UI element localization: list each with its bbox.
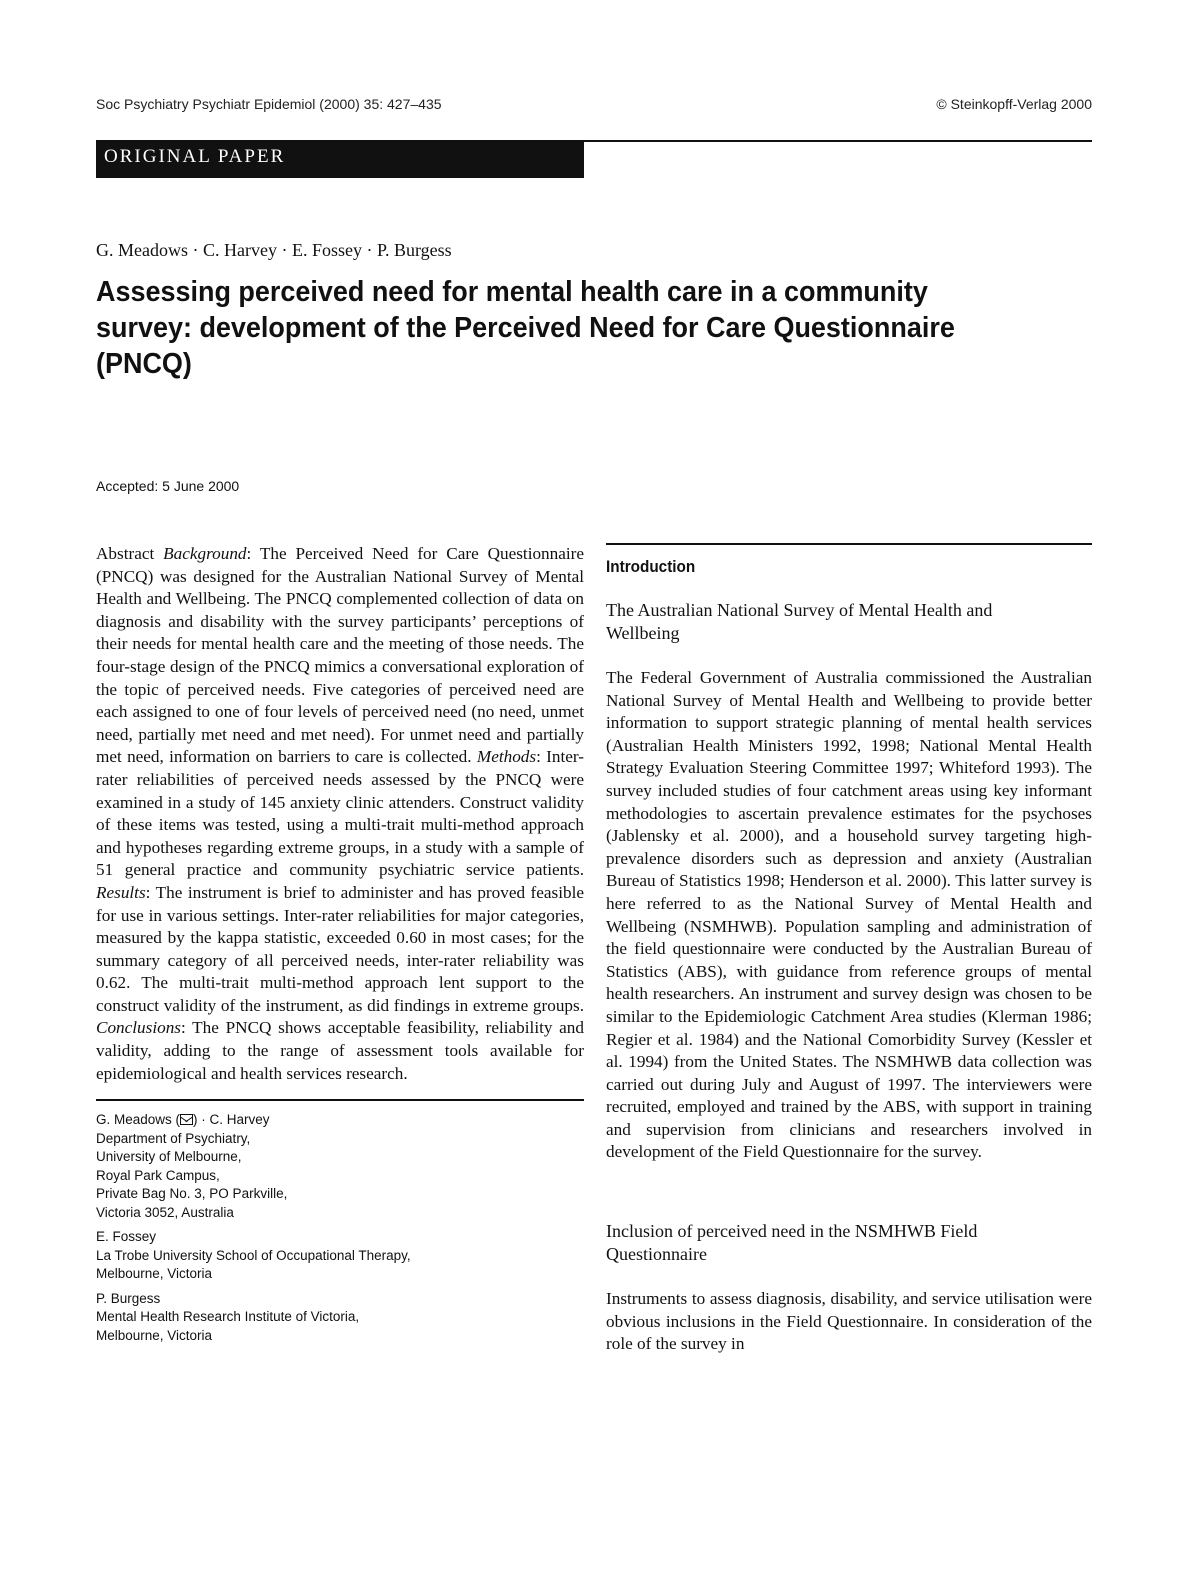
abstract [96, 543, 584, 1085]
affiliation-line: La Trobe University School of Occupational Therapy, [96, 1247, 411, 1263]
left-column [96, 543, 584, 1351]
subsection-heading-2: Inclusion of perceived need in the NSMHWB Field Questionnaire [606, 1221, 978, 1265]
affiliation-line: Private Bag No. 3, PO Parkville, [96, 1186, 288, 1202]
author-list: G. Meadows · C. Harvey · E. Fossey · P. Burgess [96, 240, 452, 260]
copyright-notice: © Steinkopff-Verlag 2000 [936, 96, 1092, 112]
affiliation-line: University of Melbourne, [96, 1149, 242, 1165]
affiliation-line: Royal Park Campus, [96, 1167, 220, 1183]
abstract-label: Abstract [96, 544, 155, 563]
affiliation-divider [96, 1099, 584, 1101]
background-text: : The Perceived Need for Care Questionnaire (PNCQ) was designed for the Australian National Survey of Mental Health and Wellbeing. The PNCQ complemented collection of data on diagnosis and disability with the survey participants’ perceptions of their needs for mental health care and the meeting of those needs. The four-stage design of the PNCQ mimics a conversational exploration of the topic of perceived needs. Five categories of perceived need are each assigned to one of four levels of perceived need (no need, unmet need, partially met need and met need). For unmet need and partially met need, information on barriers to care is collected. [96, 544, 585, 767]
journal-citation: Soc Psychiatry Psychiatr Epidemiol (2000) 35: 427–435 [96, 96, 442, 112]
introduction-heading: Introduction [606, 557, 696, 576]
corresponding-prefix: G. Meadows ( [96, 1112, 181, 1128]
paper-type-label: ORIGINAL PAPER [104, 146, 286, 167]
introduction-paragraph-1: The Federal Government of Australia commissioned the Australian National Survey of Mental Health and Wellbeing to provide better information to support strategic planning of mental health services (Australian Health Ministers 1992, 1998; National Mental Health Strategy Evaluation Steering Committee 1997; Whiteford 1993). The survey included studies of four catchment areas using key informant methodologies to ascertain prevalence estimates for the psychoses (Jablensky et al. 2000), and a household survey targeting high-prevalence disorders such as depression and anxiety (Australian Bureau of Statistics 1998; Henderson et al. 2000). This latter survey is here referred to as the National Survey of Mental Health and Wellbeing (NSMHWB). Population sampling and administration of the field questionnaire were conducted by the Australian Bureau of Statistics (ABS), with guidance from reference groups of mental health researchers. An instrument and survey design was chosen to be similar to the Epidemiologic Catchment Area studies (Klerman 1986; Regier et al. 1984) and the National Comorbidity Survey (Kessler et al. 1994) from the United States. The NSMHWB data collection was carried out during July and August of 1997. The interviewers were recruited, employed and trained by the ABS, with support in training and supervision from clinicians and researchers involved in development of the Field Questionnaire for the survey. [606, 668, 1092, 1162]
results-text: : The instrument is brief to administer and has proved feasible for use in various settings. Inter-rater reliabilities for major categories, measured by the kappa statistic, exceeded 0.60 in most cases; for the summary category of all perceived needs, inter-rater reliability was 0.62. The multi-trait multi-method approach lent support to the construct validity of the instrument, as did findings in extreme groups. [96, 882, 584, 1015]
envelope-icon[interactable] [180, 1114, 193, 1125]
affiliations [96, 1111, 584, 1345]
affiliation-line: E. Fossey [96, 1229, 157, 1245]
introduction-paragraph-2: Instruments to assess diagnosis, disability, and service utilisation were obvious inclusions in the Field Questionnaire. In consideration of the role of the survey in [606, 1289, 1092, 1354]
corresponding-suffix: ) · C. Harvey [193, 1112, 270, 1128]
conclusions-label: Conclusions [96, 1018, 181, 1038]
affiliation-line: P. Burgess [96, 1290, 161, 1306]
corresponding-author [96, 1111, 584, 1130]
affiliation-line: Victoria 3052, Australia [96, 1204, 234, 1220]
affiliation-group-2 [96, 1228, 584, 1284]
section-rule [606, 543, 1092, 545]
affiliation-line: Mental Health Research Institute of Victoria, [96, 1309, 360, 1325]
subsection-heading-1: The Australian National Survey of Mental Health and Wellbeing [606, 600, 993, 643]
results-label: Results [96, 882, 146, 902]
affiliation-line: Melbourne, Victoria [96, 1327, 213, 1343]
affiliation-line: Department of Psychiatry, [96, 1130, 251, 1146]
running-header [96, 96, 1092, 112]
paper-title: Assessing perceived need for mental health care in a community survey: development of the Perceived Need for Care Questionnaire (PNCQ) [96, 276, 955, 380]
accepted-date: Accepted: 5 June 2000 [96, 478, 240, 494]
paper-type-banner [96, 140, 1092, 178]
methods-text: : Inter-rater reliabilities of perceived needs assessed by the PNCQ were examined in a study of 145 anxiety clinic attenders. Construct validity of these items was tested, using a multi-trait multi-method approach and hypotheses regarding extreme groups, in a study with a sample of 51 general practice and community psychiatric service patients. [96, 747, 584, 880]
header-rule [584, 140, 1092, 142]
affiliation-group-1 [96, 1111, 584, 1222]
affiliation-line: Melbourne, Victoria [96, 1266, 213, 1282]
methods-label: Methods [476, 747, 537, 767]
background-label: Background [163, 544, 247, 563]
right-column [606, 543, 1092, 1356]
conclusions-text: : The PNCQ shows acceptable feasibility, reliability and validity, adding to the range of assessment tools available for epidemiological and health services research. [96, 1018, 584, 1083]
affiliation-group-3 [96, 1290, 584, 1346]
